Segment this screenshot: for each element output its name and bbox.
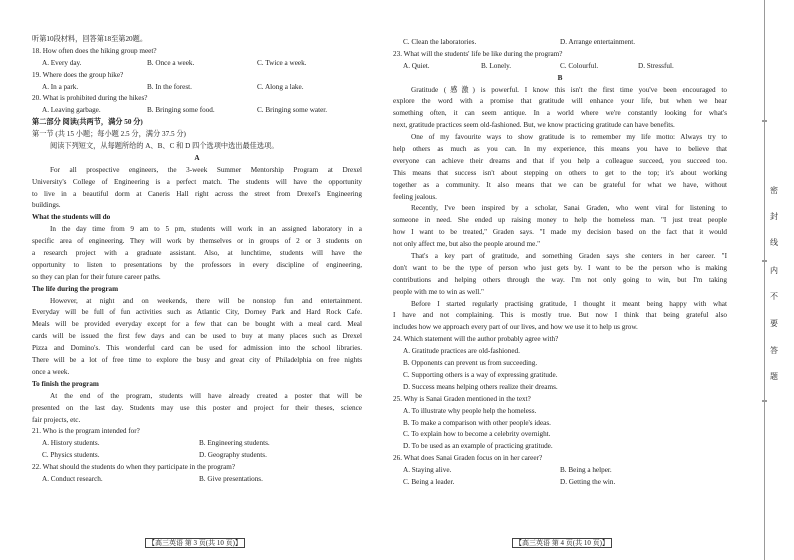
- section-intro: 听第10段材料，回答第18至第20题。: [32, 35, 148, 43]
- passage-b-line: contributions and helping others through the way. I'm not only going to win, but I'm taking: [393, 275, 727, 284]
- q23-options: [393, 61, 727, 73]
- passage-a-line: buildings.: [32, 201, 61, 210]
- left-page-number: 【高三英语 第 3 页(共 10 页)】: [145, 538, 245, 548]
- q22-option-d: D. Arrange entertainment.: [560, 38, 636, 46]
- q26-options-cd: [393, 477, 727, 489]
- q26-option-d: D. Getting the win.: [560, 477, 616, 486]
- passage-b-line: next, gratitude practices seem old-fashioned. But, we know practicing gratitude can have benefits.: [393, 121, 675, 130]
- q18-option-a: A. Every day.: [42, 58, 82, 67]
- passage-b-line: not only affect me, but also the people around me.": [393, 240, 541, 249]
- q22-option-a: A. Conduct research.: [42, 474, 103, 483]
- q19-option-b: B. In the forest.: [147, 82, 192, 91]
- q21-options-ab: [32, 438, 362, 450]
- q24-option-b: B. Opponents can prevent us from succeeding.: [403, 359, 538, 368]
- passage-b-line: I have and not complaining. This is mostly true. But now I think that being grateful also: [393, 311, 727, 320]
- seal-notice-char: 密: [770, 186, 778, 195]
- passage-b-line: Before I started regularly practising gratitude, I thought it meant being happy with what: [411, 299, 727, 308]
- q20-option-c: C. Bringing some water.: [257, 106, 328, 115]
- passage-a-line: Meals will be provided everyday except for a few that can be bought with a meal card. Meal: [32, 320, 362, 329]
- heading-finish-program: To finish the program: [32, 379, 99, 388]
- q21-option-a: A. History students.: [42, 439, 100, 448]
- q18-stem: 18. How often does the hiking group meet?: [32, 46, 157, 55]
- passage-b-line: includes how we approach every part of our lives, and how we use it to help us grow.: [393, 323, 638, 332]
- passage-a-line: For all prospective engineers, the 3-week Summer Mentorship Program at Drexel: [50, 165, 362, 174]
- passage-b-line: feeling jealous.: [393, 192, 437, 201]
- q22-options-ab: [32, 474, 362, 486]
- q20-options: [32, 105, 362, 117]
- passage-a-line: Everyday will be full of fun activities such as Atlantic City, Dorney Park and Hard Rock Cafe.: [32, 308, 362, 317]
- passage-b-line: This means that success isn't about stepping on others to get to the top; it's about working: [393, 168, 727, 177]
- q24-option-d: D. Success means helping others realize their dreams.: [403, 382, 558, 391]
- passage-b-line: how I want to be treated," Graden says. "I made my decision based on the fact that it would: [393, 228, 727, 237]
- passage-a-line: There will be a lot of free time to explore the busy and great city of Philadelphia on free nights: [32, 356, 362, 365]
- q19-stem: 19. Where does the group hike?: [32, 70, 124, 79]
- q26-option-a: A. Staying alive.: [403, 466, 452, 475]
- passage-a-line: At the end of the program, students will have already created a poster that will be: [50, 391, 362, 400]
- heading-what-students-do: What the students will do: [32, 213, 111, 222]
- q23-option-c: C. Colourful.: [560, 61, 599, 70]
- seal-line: [764, 0, 765, 560]
- seal-line-tick: [762, 400, 767, 402]
- q21-options-cd: [32, 450, 362, 462]
- q26-options-ab: [393, 465, 727, 477]
- q21-option-c: C. Physics students.: [42, 451, 100, 460]
- passage-a-line: presented on the last day. Students may use this poster and project for their theses, science: [32, 403, 362, 412]
- heading-life-during-program: The life during the program: [32, 284, 119, 293]
- left-page: [32, 0, 362, 486]
- q23-stem: 23. What will the students' life be like during the program?: [393, 49, 563, 58]
- passage-b-line: Recently, I've been inspired by a scholar, Sanai Graden, who went viral for listening to: [411, 204, 727, 213]
- right-page-footer: [512, 538, 612, 548]
- q26-stem: 26. What does Sanai Graden focus on in her career?: [393, 454, 543, 463]
- q24-option-c: C. Supporting others is a way of expressing gratitude.: [403, 370, 558, 379]
- right-page: [393, 0, 727, 489]
- passage-b-line: Gratitude (感激) is powerful. I know this isn't the first time you've been encouraged to: [411, 85, 727, 94]
- q21-option-b: B. Engineering students.: [199, 439, 270, 448]
- passage-b-line: That's a key part of gratitude, and something Graden says she centers in her career. "I: [411, 252, 727, 261]
- q24-option-a: A. Gratitude practices are old-fashioned.: [403, 347, 520, 356]
- section-one-heading: 第一节 (共 15 小题；每小题 2.5 分，满分 37.5 分): [32, 130, 186, 139]
- q23-option-b: B. Lonely.: [481, 61, 512, 70]
- passage-b-line: people with me to win as well.": [393, 287, 484, 296]
- q22-stem: 22. What should the students do when they participate in the program?: [32, 463, 236, 472]
- passage-b-line: together as a community. It also means that we can be grateful for what we have, without: [393, 180, 727, 189]
- q21-option-d: D. Geography students.: [199, 451, 267, 460]
- seal-notice-char: 线: [770, 238, 778, 247]
- seal-line-tick: [762, 260, 767, 262]
- q22-option-b: B. Give presentations.: [199, 474, 263, 483]
- q25-option-c: C. To explain how to become a celebrity overnight.: [403, 430, 551, 439]
- q22-options-cd: [393, 37, 727, 49]
- passage-a-line: fair projects, etc.: [32, 415, 81, 424]
- passage-b-line: explore the word with a promise that gratitude will enhance your life, but when we hear: [393, 97, 727, 106]
- passage-b-line: someone in need. She ended up raising money to help the homeless man. "I just treat people: [393, 216, 727, 225]
- passage-a-line: to live in a beautiful dorm at Caneris Hall right across the street from Drexel's Engineering: [32, 189, 362, 198]
- passage-a-line: a research project with a graduate assistant. Also, at lunchtime, students will have the: [32, 249, 362, 258]
- left-page-footer: [145, 538, 245, 548]
- q26-option-c: C. Being a leader.: [403, 477, 455, 486]
- passage-a-label: A: [194, 153, 200, 162]
- q24-stem: 24. Which statement will the author probably agree with?: [393, 335, 559, 344]
- passage-b-label: B: [557, 73, 563, 82]
- q20-option-b: B. Bringing some food.: [147, 106, 215, 115]
- passage-a-line: Pizza and Domino's. This wonderful card can be used for admission into the school libraries.: [32, 344, 362, 353]
- passage-b-line: help others as much as you can. In my experience, this means you have to believe that: [393, 145, 727, 154]
- seal-notice-char: 答: [770, 346, 778, 355]
- seal-notice-char: 题: [770, 372, 778, 381]
- right-page-number: 【高三英语 第 4 页(共 10 页)】: [512, 538, 612, 548]
- q23-option-d: D. Stressful.: [638, 61, 674, 70]
- passage-b-line: One of my favourite ways to show gratitude is to remember my life motto: Always try to: [411, 133, 727, 142]
- passage-a-line: specific area of engineering. They will work by themselves or in groups of 2 or 3 students on: [32, 237, 362, 246]
- q19-option-a: A. In a park.: [42, 82, 79, 91]
- passage-a-line: so they can plan for their future career paths.: [32, 272, 161, 281]
- passage-a-line: cards will be issued the first few days and can be used to buy at many places such as Drexel: [32, 332, 362, 341]
- q20-option-a: A. Leaving garbage.: [42, 106, 101, 115]
- seal-notice-char: 不: [770, 292, 778, 301]
- passage-a-line: opportunity to listen to presentations by the professors in every discipline of engineering,: [32, 260, 362, 269]
- passage-a-line: once a week.: [32, 367, 70, 376]
- q19-option-c: C. Along a lake.: [257, 82, 304, 91]
- passage-b-line: don't want to be the type of person who just gets by. I want to be the person who is making: [393, 263, 727, 272]
- q22-option-c: C. Clean the laboratories.: [403, 38, 477, 46]
- q20-stem: 20. What is prohibited during the hikes?: [32, 94, 148, 103]
- q25-option-b: B. To make a comparison with other people's ideas.: [403, 418, 551, 427]
- seal-line-tick: [762, 120, 767, 122]
- passage-b-line: everyone can achieve their dreams and that if you help a colleague succeed, you succeed too.: [393, 156, 727, 165]
- q18-options: [32, 58, 362, 70]
- part-two-heading: 第二部分 阅读(共两节，满分 50 分): [32, 118, 143, 127]
- q25-option-d: D. To be used as an example of practicing gratitude.: [403, 442, 553, 451]
- q18-option-c: C. Twice a week.: [257, 58, 307, 67]
- q18-option-b: B. Once a week.: [147, 58, 195, 67]
- q23-option-a: A. Quiet.: [403, 61, 430, 70]
- q21-stem: 21. Who is the program intended for?: [32, 427, 140, 436]
- passage-a-line: In the day time from 9 am to 5 pm, students will work in an assigned laboratory in a: [50, 225, 362, 234]
- seal-notice-char: 要: [770, 319, 778, 328]
- seal-line-margin: [748, 0, 788, 560]
- passage-a-line: However, at night and on weekends, there will be nonstop fun and entertainment.: [50, 296, 362, 305]
- passage-a-line: University's College of Engineering is a perfect match. The students will have the opportunity: [32, 177, 362, 186]
- q26-option-b: B. Being a helper.: [560, 466, 612, 475]
- passage-b-line: something often, it can seem antique. In a world where we're constantly looking for what's: [393, 109, 727, 118]
- q25-stem: 25. Why is Sanai Graden mentioned in the text?: [393, 394, 531, 403]
- reading-instructions: 阅读下列短文，从每题所给的 A、B、C 和 D 四个选项中选出最佳选项。: [50, 142, 279, 151]
- q25-option-a: A. To illustrate why people help the homeless.: [403, 406, 537, 415]
- q19-options: [32, 82, 362, 94]
- seal-notice-char: 内: [770, 266, 778, 275]
- seal-notice-char: 封: [770, 212, 778, 221]
